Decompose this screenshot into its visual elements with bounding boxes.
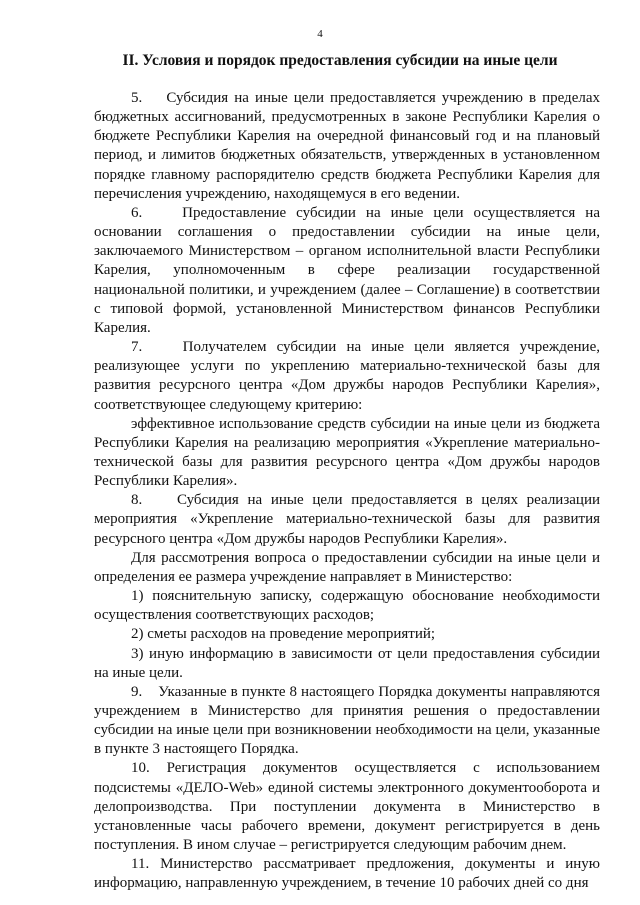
list-item-3: 3) иную информацию в зависимости от цели предоставления субсидии на иные цели. xyxy=(94,645,600,681)
paragraph-9: 9. Указанные в пункте 8 настоящего Порядка документы направляются учреждением в Министерство для принятия решения о предоставлении субсидии на иные цели при возникновении необходимости на цели, указанные в пункте 3 настоящего Порядка. xyxy=(94,683,600,758)
paragraph-6: 6. Предоставление субсидии на иные цели осуществляется на основании соглашения о предоставлении субсидии на иные цели, заключаемого Министерством – органом исполнительной власти Республики Карелия, уполномоченным в сфере реализации государственной национальной политики, и учреждением (далее – Соглашение) в соответствии с типовой формой, установленной Министерством финансов Республики Карелия. xyxy=(94,204,600,336)
paragraph-7-criterion: эффективное использование средств субсидии на иные цели из бюджета Республики Карелия на реализацию мероприятия «Укрепление материально-технической базы для развития ресурсного центра «Дом дружбы народов Республики Карелия». xyxy=(94,415,600,490)
paragraph-10: 10. Регистрация документов осуществляется с использованием подсистемы «ДЕЛО-Web» единой системы электронного документооборота и делопроизводства. При поступлении документа в Министерство в установленные часы рабочего времени, документ регистрируется в день поступления. В ином случае – регистрируется следующим рабочим днем. xyxy=(94,760,600,854)
paragraph-7: 7. Получателем субсидии на иные цели является учреждение, реализующее услуги по укреплению материально-технической базы для развития ресурсного центра «Дом дружбы народов Республики Карелия», соответствующее следующему критерию: xyxy=(94,339,600,413)
paragraph-8: 8. Субсидия на иные цели предоставляется в целях реализации мероприятия «Укрепление материально-технической базы для развития ресурсного центра «Дом дружбы народов Республики Карелия». xyxy=(94,492,600,547)
paragraph-5: 5. Субсидия на иные цели предоставляется учреждению в пределах бюджетных ассигнований, предусмотренных в законе Республики Карелия о бюджете Республики Карелия на очередной финансовый год и на плановый период, и лимитов бюджетных обязательств, утвержденных в установленном порядке главному распорядителю средств бюджета Республики Карелия для перечисления учреждению, находящемуся в его ведении. xyxy=(94,90,600,202)
list-item-1: 1) пояснительную записку, содержащую обоснование необходимости осуществления соответствующих расходов; xyxy=(94,588,600,624)
list-item-2: 2) сметы расходов на проведение мероприятий; xyxy=(131,626,436,643)
section-heading: II. Условия и порядок предоставления субсидии на иные цели xyxy=(122,52,558,69)
paragraph-11: 11. Министерство рассматривает предложения, документы и иную информацию, направленную учреждением, в течение 10 рабочих дней со дня xyxy=(94,856,600,892)
paragraph-8-intro: Для рассмотрения вопроса о предоставлении субсидии на иные цели и определения ее размера учреждение направляет в Министерство: xyxy=(94,549,600,585)
body-text xyxy=(94,89,600,894)
page-number: 4 xyxy=(317,28,323,40)
